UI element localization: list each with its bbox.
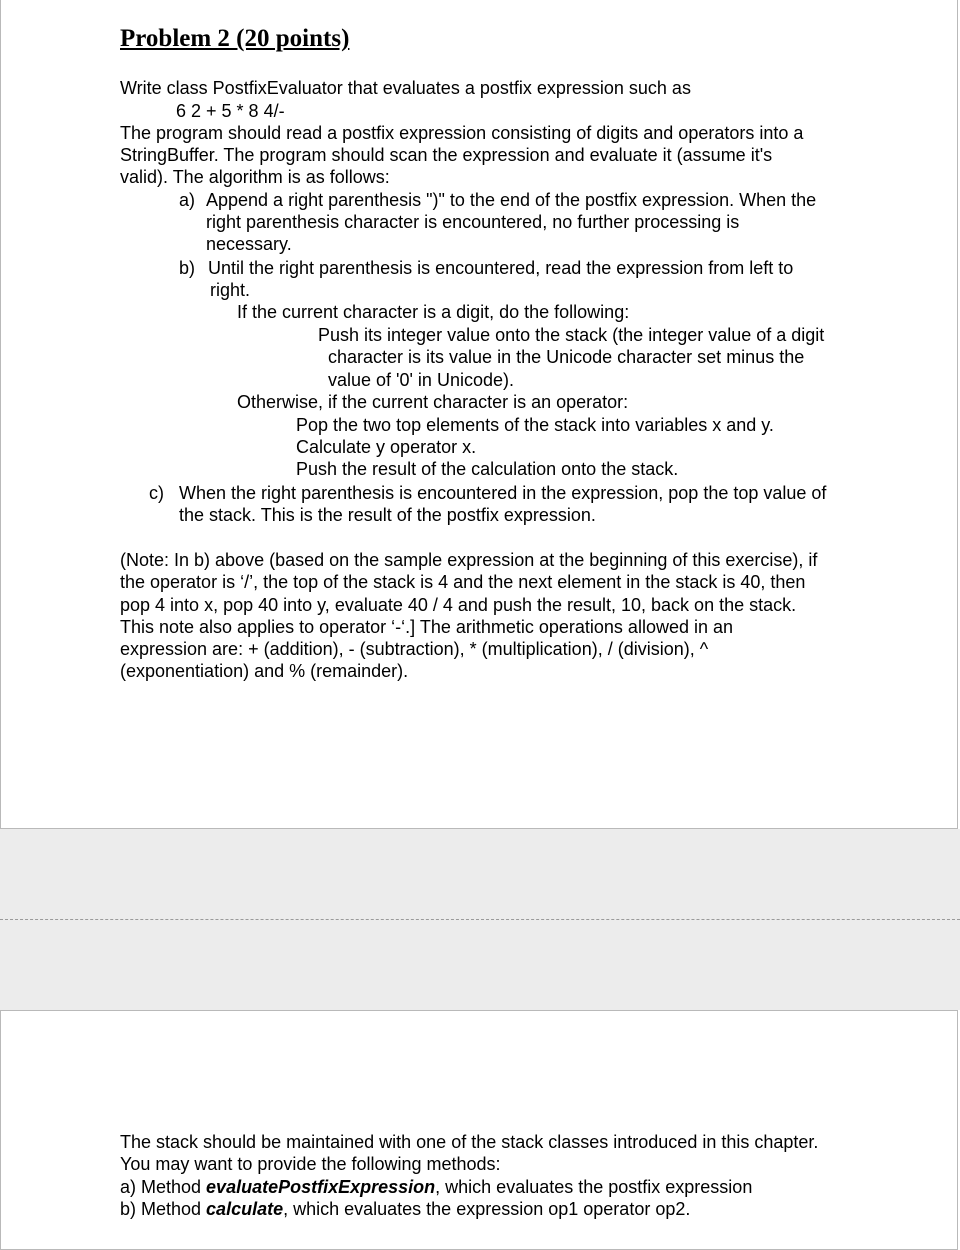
operator-action-line: Calculate y operator x.: [296, 437, 477, 457]
operator-case: Otherwise, if the current character is an operator:: [237, 392, 629, 412]
note-line: This note also applies to operator ‘-‘.] The arithmetic operations allowed in an: [120, 617, 734, 637]
page2-line: You may want to provide the following methods:: [120, 1154, 501, 1174]
digit-case: If the current character is a digit, do the following:: [237, 302, 630, 322]
step-a-line: necessary.: [206, 234, 292, 254]
method-a-prefix: a) Method: [120, 1177, 207, 1197]
page2-line: The stack should be maintained with one of the stack classes introduced in this chapter.: [120, 1132, 819, 1152]
operator-action-line: Push the result of the calculation onto the stack.: [296, 459, 679, 479]
note-line: the operator is ‘/’, the top of the stack is 4 and the next element in the stack is 40, then: [120, 572, 806, 592]
method-b-line: [120, 1198, 690, 1220]
step-b-marker: b): [179, 258, 196, 278]
page-break-line: [0, 919, 960, 920]
document-page-2: [0, 1010, 958, 1250]
step-b-line: right.: [210, 280, 251, 300]
step-a-line: Append a right parenthesis ")" to the end of the postfix expression. When the: [206, 190, 817, 210]
method-b-prefix: b) Method: [120, 1199, 207, 1219]
paragraph-line: The program should read a postfix expression consisting of digits and operators into a: [120, 123, 804, 143]
note-line: (Note: In b) above (based on the sample expression at the beginning of this exercise), if: [120, 550, 818, 570]
note-line: expression are: + (addition), - (subtraction), * (multiplication), / (division), ^: [120, 639, 709, 659]
step-a-marker: a): [179, 190, 196, 210]
intro-text: Write class PostfixEvaluator that evaluates a postfix expression such as: [120, 78, 691, 98]
problem-title: Problem 2 (20 points): [120, 25, 350, 52]
step-c-line: When the right parenthesis is encountered in the expression, pop the top value of: [179, 483, 827, 503]
step-b-line: Until the right parenthesis is encountered, read the expression from left to: [208, 258, 794, 278]
digit-action-line: Push its integer value onto the stack (the integer value of a digit: [318, 325, 825, 345]
paragraph-line: StringBuffer. The program should scan the expression and evaluate it (assume it's: [120, 145, 773, 165]
method-b-name: calculate: [206, 1199, 284, 1219]
operator-action-line: Pop the two top elements of the stack into variables x and y.: [296, 415, 774, 435]
digit-action-line: value of '0' in Unicode).: [328, 370, 514, 390]
note-line: (exponentiation) and % (remainder).: [120, 661, 409, 681]
step-c-marker: c): [149, 483, 164, 503]
method-a-line: [120, 1176, 752, 1198]
note-line: pop 4 into x, pop 40 into y, evaluate 40 / 4 and push the result, 10, back on the stack.: [120, 595, 797, 615]
method-a-suffix: , which evaluates the postfix expression: [435, 1177, 753, 1197]
sample-expression: 6 2 + 5 * 8 4/-: [176, 101, 285, 121]
step-c-line: the stack. This is the result of the postfix expression.: [179, 505, 596, 525]
method-a-name: evaluatePostfixExpression: [206, 1177, 436, 1197]
digit-action-line: character is its value in the Unicode character set minus the: [328, 347, 805, 367]
paragraph-line: valid). The algorithm is as follows:: [120, 167, 390, 187]
step-a-line: right parenthesis character is encountered, no further processing is: [206, 212, 740, 232]
method-b-suffix: , which evaluates the expression op1 operator op2.: [283, 1199, 691, 1219]
